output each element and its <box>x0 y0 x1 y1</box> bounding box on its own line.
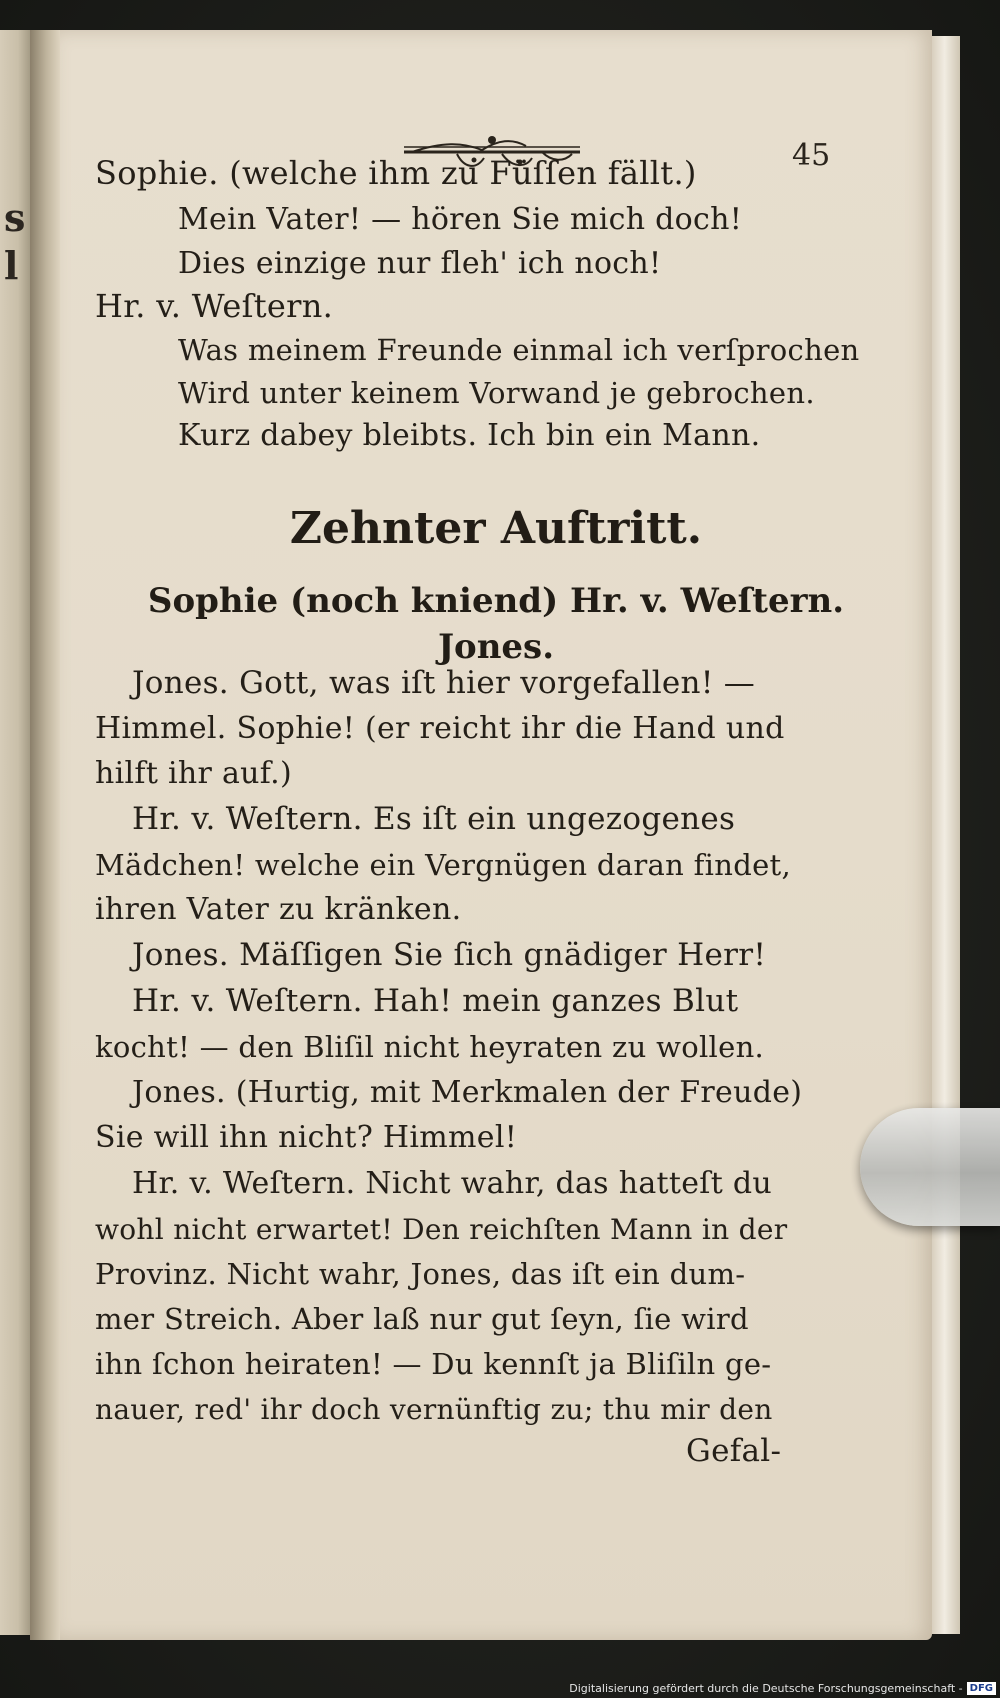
text-line: Jones. Mäſſigen Sie ſich gnädiger Herr! <box>132 937 767 974</box>
text-line: Wird unter keinem Vorwand je gebrochen. <box>178 375 815 410</box>
text-line: Hr. v. Weſtern. Nicht wahr, das hatteſt du <box>132 1166 773 1201</box>
text-line: Jones. (Hurtig, mit Merkmalen der Freude) <box>132 1075 803 1110</box>
footer-text: Digitalisierung gefördert durch die Deutsche Forschungsgemeinschaft - <box>569 1682 963 1695</box>
text-line: Hr. v. Weſtern. Hah! mein ganzes Blut <box>132 983 739 1020</box>
text-line: Was meinem Freunde einmal ich verſprochen <box>178 332 860 367</box>
scene-characters-continued: Jones. <box>437 626 555 667</box>
text-line: Gefal- <box>686 1433 782 1470</box>
text-line: Provinz. Nicht wahr, Jones, das iſt ein dum- <box>95 1256 746 1291</box>
page-number: 45 <box>792 138 831 173</box>
bookmark-tab <box>860 1108 1000 1226</box>
left-page-fragment-1: s <box>4 195 26 240</box>
text-line: Kurz dabey bleibts. Ich bin ein Mann. <box>178 418 761 453</box>
dfg-logo-icon: DFG <box>967 1682 996 1695</box>
text-line: Hr. v. Weſtern. <box>95 287 334 326</box>
text-line: wohl nicht erwartet! Den reichſten Mann in der <box>95 1212 788 1246</box>
text-line: Jones. Gott, was iſt hier vorgefallen! — <box>132 665 756 702</box>
page-stack-edge <box>932 36 960 1634</box>
left-page-edge <box>0 30 30 1635</box>
text-line: Dies einzige nur fleh' ich noch! <box>178 246 662 281</box>
scene-characters: Sophie (noch kniend) Hr. v. Weſtern. <box>147 580 845 621</box>
text-line: kocht! — den Bliſil nicht heyraten zu wollen. <box>95 1029 765 1064</box>
book-gutter <box>30 30 60 1640</box>
digitization-footer <box>569 1682 996 1695</box>
text-line: Sophie. (welche ihm zu Füſſen fällt.) <box>95 154 697 193</box>
text-line: ihren Vater zu kränken. <box>95 892 462 927</box>
text-line: Mädchen! welche ein Vergnügen daran findet, <box>95 847 791 882</box>
text-line: Hr. v. Weſtern. Es iſt ein ungezogenes <box>132 801 736 838</box>
text-line: nauer, red' ihr doch vernünftig zu; thu mir den <box>95 1392 773 1426</box>
text-line: hilft ihr auf.) <box>95 756 292 791</box>
book-page <box>60 30 932 1640</box>
text-line: Sie will ihn nicht? Himmel! <box>95 1120 518 1155</box>
scene-heading: Zehnter Auftritt. <box>289 502 703 554</box>
text-line: Himmel. Sophie! (er reicht ihr die Hand und <box>95 711 785 746</box>
text-line: mer Streich. Aber laß nur gut ſeyn, ſie wird <box>95 1301 749 1336</box>
left-page-fragment-2: l <box>4 243 19 288</box>
text-line: Mein Vater! — hören Sie mich doch! <box>178 202 743 237</box>
text-line: ihn ſchon heiraten! — Du kennſt ja Bliſiln ge- <box>95 1346 772 1381</box>
